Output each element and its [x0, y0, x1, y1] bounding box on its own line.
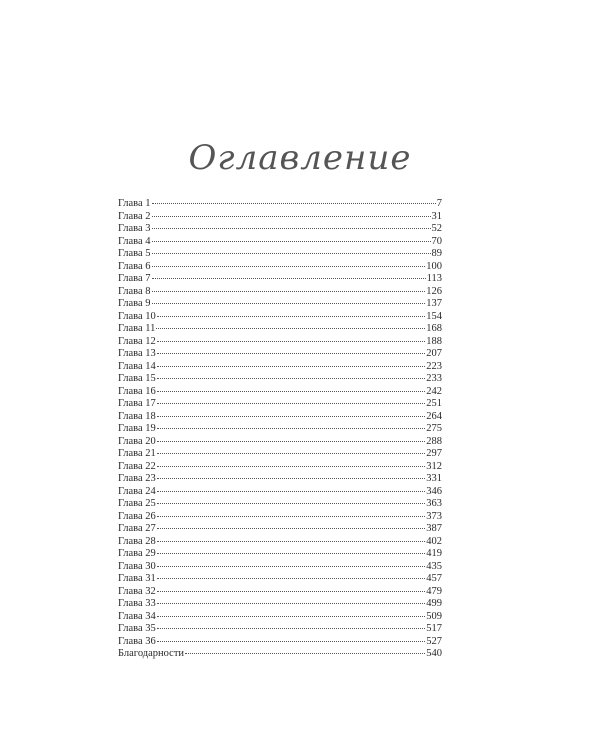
dot-leader	[157, 416, 425, 417]
toc-entry	[118, 286, 442, 299]
toc-entry-page-number: 89	[431, 248, 442, 259]
toc-entry-page-number: 264	[426, 410, 442, 422]
toc-entry-page-number: 509	[426, 610, 442, 622]
toc-entry-page-number: 457	[426, 573, 442, 584]
toc-entry	[118, 448, 442, 461]
toc-entry	[118, 248, 442, 261]
toc-entry-label: Глава 9	[118, 298, 151, 309]
toc-entry	[118, 536, 442, 549]
toc-entry	[118, 598, 442, 611]
dot-leader	[157, 628, 425, 629]
toc-entry	[118, 198, 442, 211]
toc-entry	[118, 486, 442, 499]
dot-leader	[157, 566, 425, 567]
toc-entry	[118, 423, 442, 436]
toc-entry	[118, 311, 442, 324]
toc-entry-page-number: 527	[426, 635, 442, 647]
toc-entry-page-number: 188	[426, 335, 442, 347]
dot-leader	[157, 441, 425, 442]
toc-entry	[118, 211, 442, 224]
toc-entry-page-number: 312	[426, 460, 442, 472]
toc-entry	[118, 323, 442, 336]
toc-entry	[118, 623, 442, 636]
toc-title: Оглавление	[188, 138, 412, 178]
toc-entry-page-number: 7	[436, 198, 442, 209]
toc-entry	[118, 586, 442, 599]
toc-entry-label: Глава 33	[118, 598, 156, 609]
toc-entry-label: Глава 2	[118, 210, 151, 222]
toc-entry-label: Глава 4	[118, 235, 151, 247]
toc-entry	[118, 561, 442, 574]
toc-entry	[118, 523, 442, 536]
toc-entry	[118, 473, 442, 486]
dot-leader	[156, 328, 425, 329]
toc-entry-label: Глава 31	[118, 573, 156, 584]
toc-entry-label: Глава 15	[118, 373, 156, 384]
toc-entry	[118, 223, 442, 236]
toc-entry-label: Глава 21	[118, 448, 156, 459]
toc-entry-label: Глава 13	[118, 348, 156, 359]
toc-entry-page-number: 373	[426, 510, 442, 522]
toc-entry-page-number: 113	[426, 273, 442, 284]
toc-entry	[118, 573, 442, 586]
toc-entry-label: Глава 6	[118, 260, 151, 272]
toc-entry	[118, 261, 442, 274]
toc-entry-label: Глава 11	[118, 323, 156, 334]
dot-leader	[157, 378, 425, 379]
toc-entry-page-number: 517	[426, 623, 442, 634]
toc-entry-page-number: 233	[426, 373, 442, 384]
dot-leader	[152, 253, 431, 254]
toc-entry-page-number: 207	[426, 348, 442, 359]
toc-entry-page-number: 52	[431, 223, 442, 234]
toc-entry-label: Глава 10	[118, 310, 156, 322]
toc-entry	[118, 298, 442, 311]
dot-leader	[157, 428, 425, 429]
toc-entry-page-number: 154	[426, 310, 442, 322]
dot-leader	[157, 316, 425, 317]
toc-entry-label: Глава 1	[118, 198, 151, 209]
toc-entry-label: Глава 8	[118, 285, 151, 297]
toc-entry-page-number: 251	[426, 398, 442, 409]
toc-entry	[118, 498, 442, 511]
toc-entry-label: Глава 27	[118, 523, 156, 534]
toc-entry-page-number: 387	[426, 523, 442, 534]
toc-entry-label: Глава 25	[118, 498, 156, 509]
dot-leader	[157, 366, 425, 367]
toc-entry-page-number: 540	[426, 648, 442, 659]
dot-leader	[157, 528, 425, 529]
toc-entry-label: Глава 14	[118, 360, 156, 372]
toc-entry	[118, 386, 442, 399]
dot-leader	[152, 291, 426, 292]
dot-leader	[157, 603, 425, 604]
toc-entry-page-number: 223	[426, 360, 442, 372]
toc-entry-page-number: 297	[426, 448, 442, 459]
toc-entry-page-number: 126	[426, 285, 442, 297]
toc-entry	[118, 511, 442, 524]
toc-entry-page-number: 499	[426, 598, 442, 609]
dot-leader	[157, 466, 425, 467]
toc-entry-label: Глава 28	[118, 535, 156, 547]
toc-entry-label: Глава 34	[118, 610, 156, 622]
toc-entry-page-number: 31	[431, 210, 442, 222]
toc-entry	[118, 398, 442, 411]
toc-entry	[118, 273, 442, 286]
toc-entry-label: Глава 23	[118, 473, 156, 484]
dot-leader	[157, 391, 425, 392]
toc-entry-page-number: 242	[426, 385, 442, 397]
dot-leader	[157, 578, 425, 579]
toc-entry-page-number: 168	[426, 323, 442, 334]
dot-leader	[157, 491, 425, 492]
toc-entry-label: Глава 12	[118, 335, 156, 347]
toc-entry-label: Глава 26	[118, 510, 156, 522]
dot-leader	[157, 591, 425, 592]
toc-entry-label: Глава 7	[118, 273, 151, 284]
toc-entry-label: Глава 20	[118, 435, 156, 447]
dot-leader	[157, 553, 425, 554]
toc-entry	[118, 348, 442, 361]
toc-entry-label: Глава 22	[118, 460, 156, 472]
toc-entry-label: Благодарности	[118, 648, 185, 659]
dot-leader	[152, 266, 426, 267]
dot-leader	[157, 641, 425, 642]
dot-leader	[157, 503, 425, 504]
toc-entry-page-number: 402	[426, 535, 442, 547]
toc-entry	[118, 236, 442, 249]
toc-entry-page-number: 346	[426, 485, 442, 497]
toc-entry-label: Глава 29	[118, 548, 156, 559]
toc-entry-page-number: 419	[426, 548, 442, 559]
toc-entry-label: Глава 30	[118, 560, 156, 572]
toc-list	[118, 198, 442, 661]
dot-leader	[157, 541, 425, 542]
toc-entry-label: Глава 36	[118, 635, 156, 647]
dot-leader	[157, 478, 425, 479]
toc-entry	[118, 548, 442, 561]
toc-entry-label: Глава 3	[118, 223, 151, 234]
dot-leader	[152, 216, 431, 217]
toc-entry-page-number: 435	[426, 560, 442, 572]
toc-entry-label: Глава 24	[118, 485, 156, 497]
toc-entry-label: Глава 16	[118, 385, 156, 397]
dot-leader	[152, 241, 431, 242]
dot-leader	[157, 341, 425, 342]
toc-entry	[118, 636, 442, 649]
toc-entry	[118, 336, 442, 349]
dot-leader	[152, 303, 426, 304]
toc-entry	[118, 436, 442, 449]
toc-entry-label: Глава 17	[118, 398, 156, 409]
dot-leader	[157, 403, 425, 404]
dot-leader	[157, 453, 425, 454]
toc-entry	[118, 411, 442, 424]
toc-entry	[118, 361, 442, 374]
toc-entry-page-number: 479	[426, 585, 442, 597]
dot-leader	[157, 616, 425, 617]
toc-entry-label: Глава 35	[118, 623, 156, 634]
toc-entry-label: Глава 32	[118, 585, 156, 597]
dot-leader	[152, 203, 436, 204]
toc-entry-page-number: 137	[426, 298, 442, 309]
toc-entry-page-number: 288	[426, 435, 442, 447]
dot-leader	[157, 353, 425, 354]
toc-entry	[118, 611, 442, 624]
toc-entry-label: Глава 5	[118, 248, 151, 259]
toc-entry	[118, 373, 442, 386]
toc-entry-page-number: 275	[426, 423, 442, 434]
toc-entry-page-number: 70	[431, 235, 442, 247]
toc-entry-page-number: 100	[426, 260, 442, 272]
toc-entry-label: Глава 19	[118, 423, 156, 434]
dot-leader	[185, 653, 425, 654]
dot-leader	[152, 228, 431, 229]
dot-leader	[152, 278, 426, 279]
toc-entry	[118, 461, 442, 474]
toc-entry	[118, 648, 442, 661]
toc-entry-page-number: 363	[426, 498, 442, 509]
toc-entry-page-number: 331	[426, 473, 442, 484]
dot-leader	[157, 516, 425, 517]
toc-entry-label: Глава 18	[118, 410, 156, 422]
